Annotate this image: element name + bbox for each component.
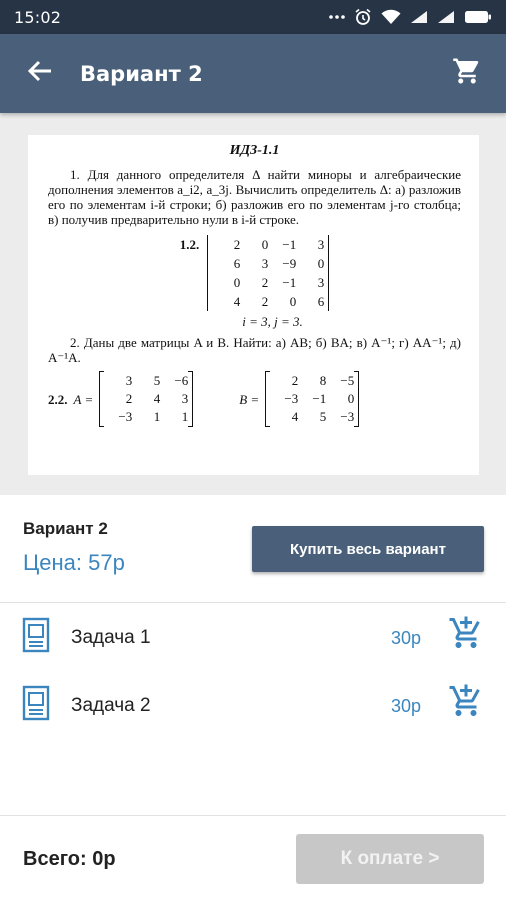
det-cell: 2: [261, 294, 269, 309]
cart-icon: [452, 56, 482, 91]
list-item[interactable]: [0, 604, 506, 672]
wifi-icon: [381, 9, 401, 25]
determinant-block: [48, 235, 461, 311]
battery-icon: [464, 10, 492, 24]
a-label: A =: [73, 391, 94, 407]
variant-info: [0, 495, 506, 603]
determinant-matrix: [207, 235, 329, 311]
back-button[interactable]: [0, 34, 80, 113]
matrix-a-cell: −3: [118, 409, 133, 424]
matrix-a-cell: 1: [181, 409, 189, 424]
det-cell: 6: [317, 294, 325, 309]
matrix-b-cell: 4: [291, 409, 299, 424]
task-price: 30р: [391, 627, 422, 648]
det-cell: 0: [317, 256, 325, 271]
matrix-a-cell: 4: [153, 391, 161, 406]
matrix-b-cell: 8: [319, 373, 327, 388]
buy-all-button[interactable]: Купить весь вариант: [252, 526, 484, 572]
variant-price: Цена: 57р: [23, 550, 125, 575]
matrix-a-cell: 3: [125, 373, 133, 388]
status-bar: [0, 0, 506, 34]
task-price: 30р: [391, 695, 422, 716]
det-cell: 6: [233, 256, 241, 271]
app-bar: [0, 34, 506, 113]
problem-1-text: 1. Для данного определителя Δ найти миноры и алгебраические дополнения элементов a_i2, a_3j. Вычислить определитель Δ: а) разложив его по элементам i-й строки; б) разложив его по элементам j-го столбца; в) получив предварительно нули в i-й строке.: [48, 167, 461, 227]
det-cell: 3: [317, 275, 325, 290]
problem-2-text: 2. Даны две матрицы A и B. Найти: а) AB; б) BA; в) A⁻¹; г) AA⁻¹; д) A⁻¹A.: [48, 335, 461, 365]
status-icons: [329, 8, 492, 26]
matrix-a: [99, 371, 193, 427]
add-to-cart-icon[interactable]: [448, 683, 484, 724]
matrix-b-cell: 2: [291, 373, 299, 388]
matrix-b: [265, 371, 359, 427]
checkout-footer: [0, 815, 506, 900]
document-icon: [22, 685, 50, 726]
variant-name: Вариант 2: [23, 519, 108, 538]
matrix-b-cell: −1: [312, 391, 327, 406]
det-cell: 0: [261, 237, 269, 252]
det-cell: 2: [261, 275, 269, 290]
more-dots-icon: [329, 14, 345, 20]
signal-icon: [410, 10, 428, 24]
task-name: Задача 1: [71, 627, 151, 648]
status-time: 15:02: [14, 7, 62, 27]
signal-icon-2: [437, 10, 455, 24]
page-title: Вариант 2: [80, 61, 203, 86]
det-cell: 3: [261, 256, 269, 271]
matrix-b-cell: −5: [340, 373, 355, 388]
task-list: [0, 604, 506, 740]
matrix-a-cell: 1: [153, 409, 161, 424]
task-name: Задача 2: [71, 695, 151, 716]
matrix-a-cell: 3: [181, 391, 189, 406]
total-amount: Всего: 0р: [23, 848, 116, 870]
matrix-b-cell: 5: [319, 409, 327, 424]
pay-button[interactable]: К оплате >: [296, 834, 484, 884]
sheet-heading: ИДЗ-1.1: [229, 143, 280, 158]
variant-preview: [0, 113, 506, 495]
task-sheet-image[interactable]: [28, 135, 479, 475]
b-label: B =: [239, 391, 260, 407]
ij-line: i = 3, j = 3.: [242, 314, 303, 329]
matrix-b-cell: 0: [347, 391, 355, 406]
mat-label: 2.2.: [48, 391, 68, 407]
matrix-a-cell: 2: [125, 391, 133, 406]
add-to-cart-icon[interactable]: [448, 615, 484, 656]
matrix-a-cell: −6: [174, 373, 189, 388]
det-cell: −1: [282, 275, 297, 290]
matrix-a-cell: 5: [153, 373, 161, 388]
document-icon: [22, 617, 50, 658]
det-label: 1.2.: [179, 237, 200, 252]
det-cell: 3: [317, 237, 325, 252]
det-cell: −1: [282, 237, 297, 252]
matrix-b-cell: −3: [340, 409, 355, 424]
matrix-b-cell: −3: [284, 391, 299, 406]
list-item[interactable]: [0, 672, 506, 740]
det-cell: 2: [233, 237, 241, 252]
det-cell: 0: [233, 275, 241, 290]
det-cell: −9: [282, 256, 297, 271]
matrices-block: [48, 371, 461, 427]
alarm-icon: [354, 8, 372, 26]
det-cell: 0: [289, 294, 297, 309]
arrow-back-icon: [27, 59, 53, 88]
det-cell: 4: [233, 294, 241, 309]
cart-button[interactable]: [428, 34, 506, 113]
